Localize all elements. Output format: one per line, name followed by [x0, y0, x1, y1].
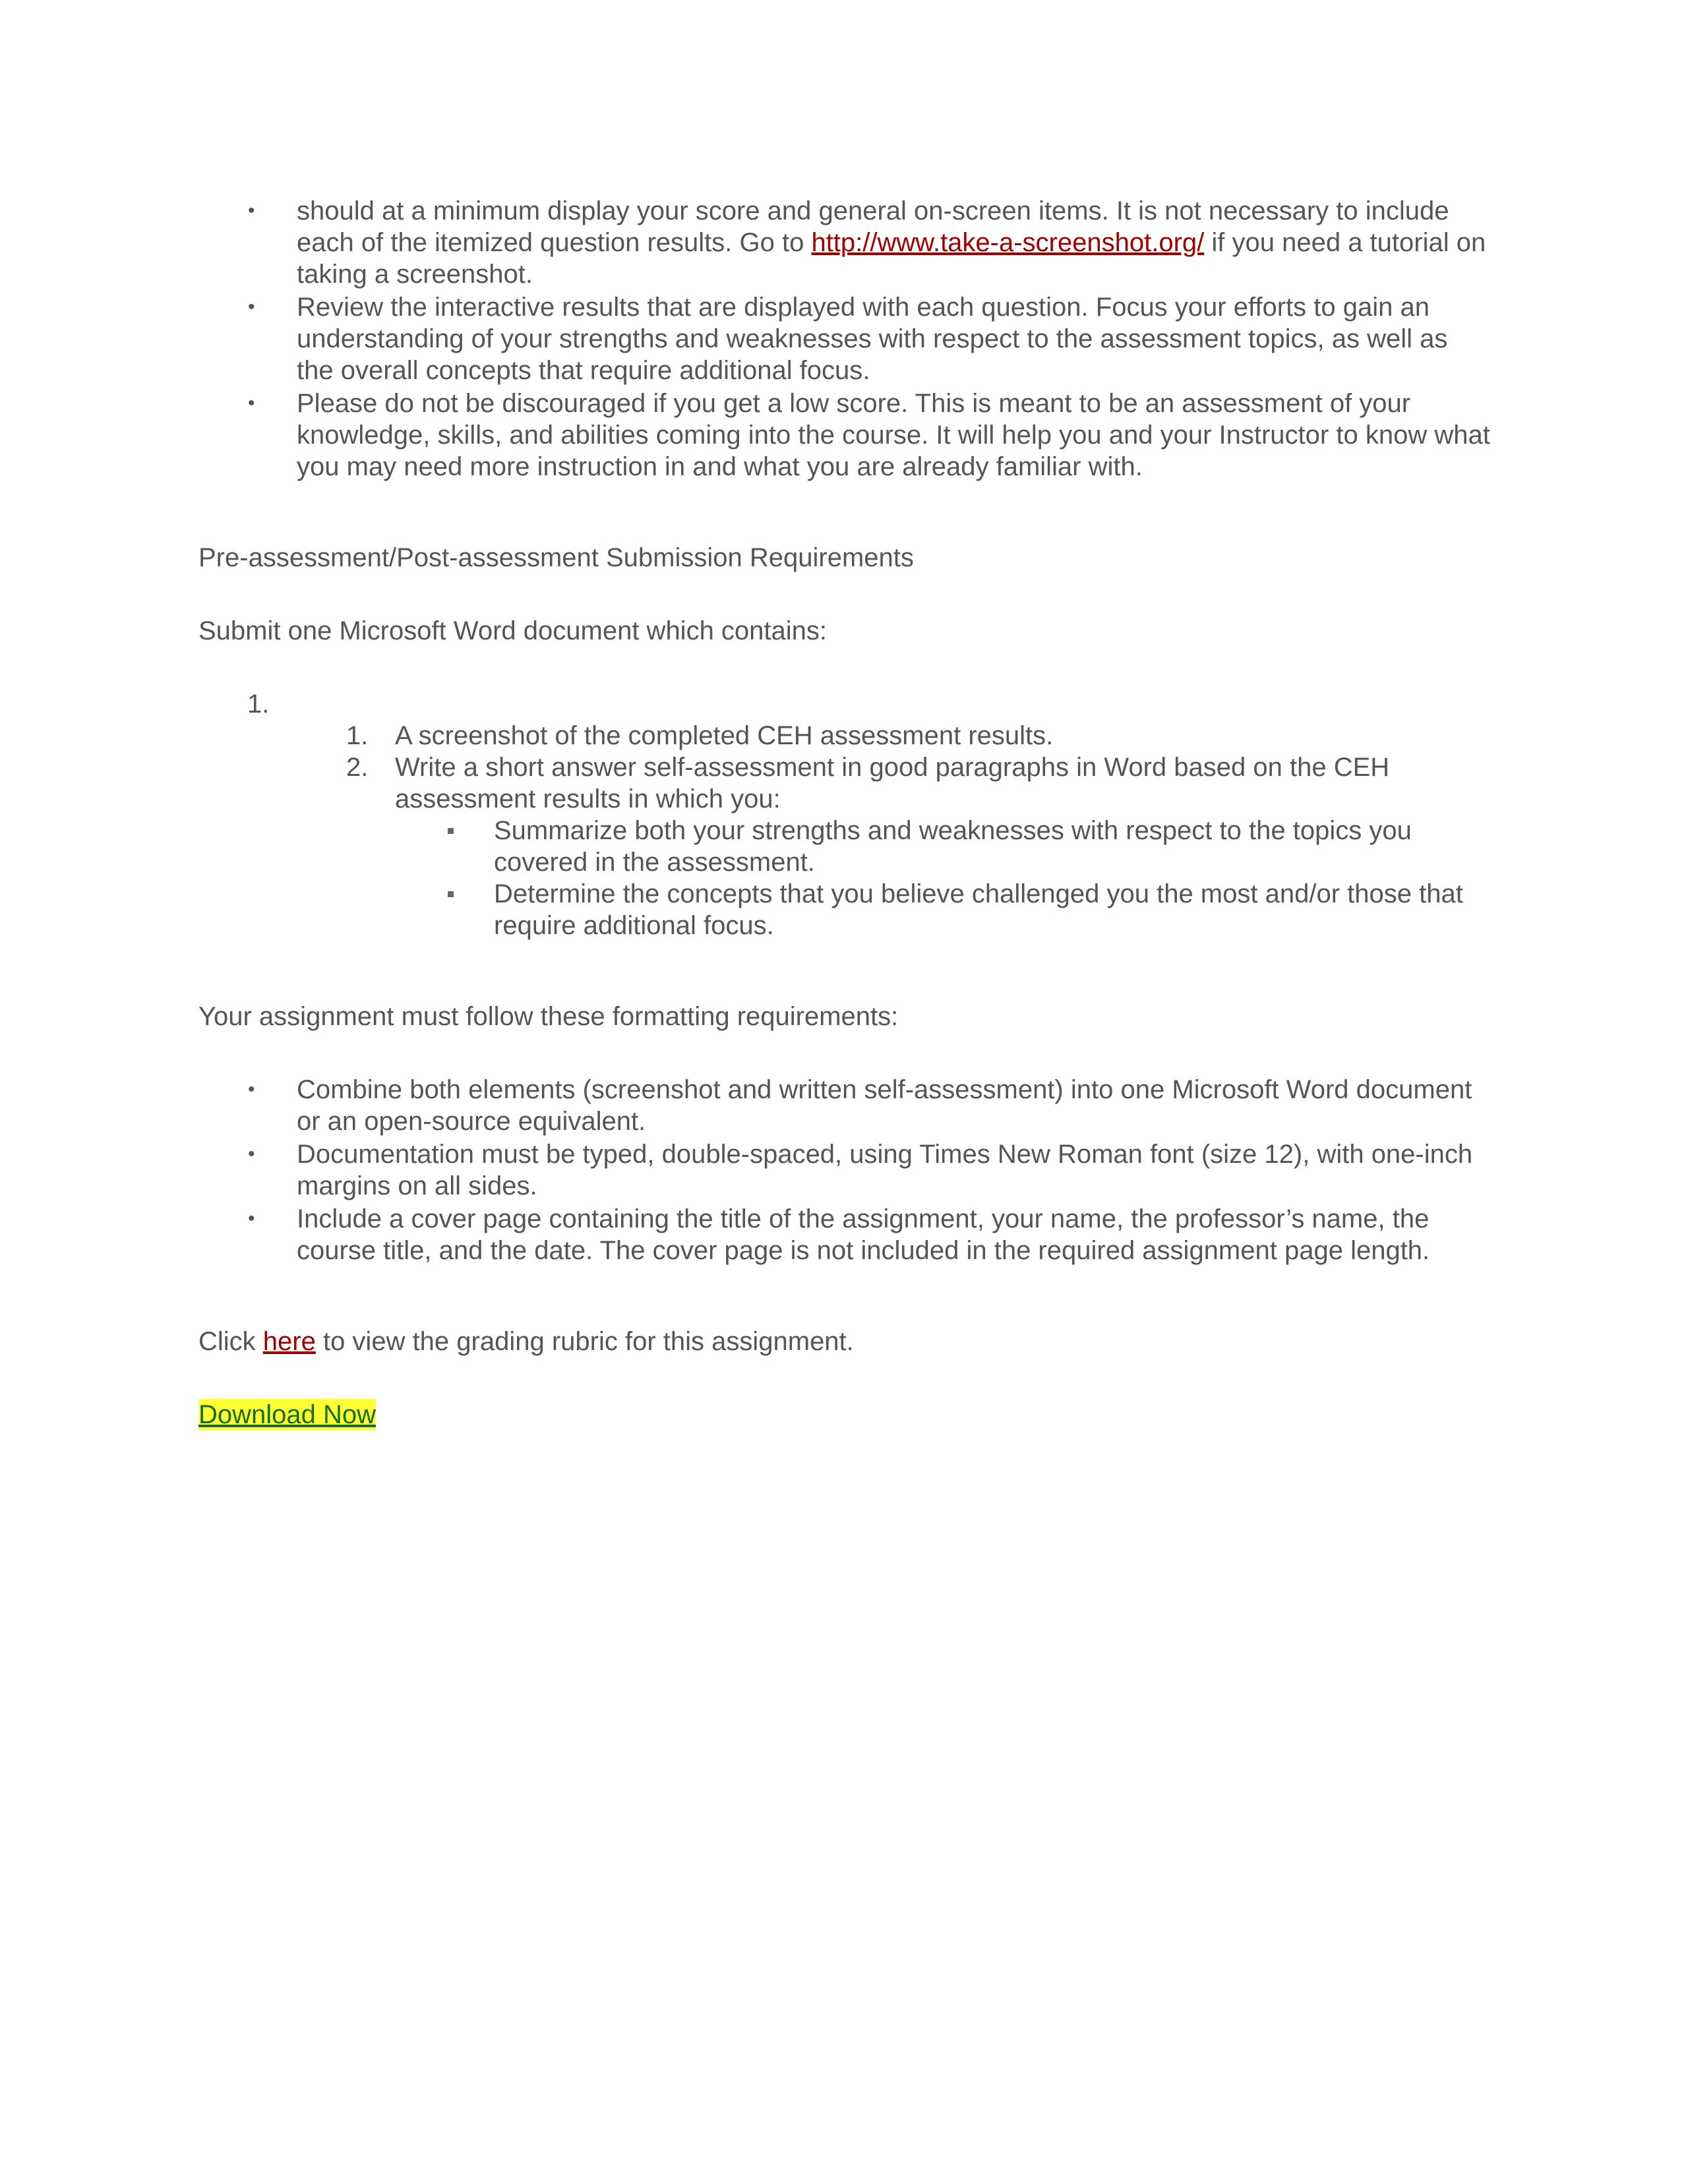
list-number: 1.: [346, 721, 369, 750]
list-item-text: Please do not be discouraged if you get a low score. This is meant to be an assessment of your knowledge, skills, and abilities coming into the course. It will help you and your Instructor to know what you may need more instruction in and what you are already familiar with.: [297, 389, 1490, 481]
download-paragraph: [198, 1399, 1491, 1431]
formatting-bullet-list: [198, 1074, 1491, 1266]
bullet-icon: •: [248, 1078, 255, 1100]
list-item: [198, 878, 1491, 941]
list-item-text: should at a minimum display your score and general on-screen items. It is not necessary to include each of the itemized question results. Go to: [297, 196, 1449, 257]
section-heading: Pre-assessment/Post-assessment Submission Requirements: [198, 543, 914, 572]
bullet-icon: •: [248, 200, 255, 221]
bullet-icon: •: [248, 1208, 255, 1229]
formatting-intro: Your assignment must follow these formatting requirements:: [198, 1002, 899, 1031]
list-item-text: Combine both elements (screenshot and written self-assessment) into one Microsoft Word document or an open-source equivalent.: [297, 1075, 1472, 1136]
rubric-suffix: to view the grading rubric for this assignment.: [315, 1327, 854, 1356]
list-number: 1.: [247, 690, 270, 719]
download-now-link[interactable]: Download Now: [198, 1400, 377, 1429]
list-item-text: Include a cover page containing the title of the assignment, your name, the professor’s name, the course title, and the date. The cover page is not included in the required assignment page length.: [297, 1204, 1430, 1265]
list-item-text: A screenshot of the completed CEH assessment results.: [395, 721, 1054, 750]
screenshot-tutorial-link[interactable]: http://www.take-a-screenshot.org/: [811, 228, 1205, 257]
list-item-text: Documentation must be typed, double-spaced, using Times New Roman font (size 12), with one-inch margins on all sides.: [297, 1140, 1473, 1200]
list-item-text: Review the interactive results that are displayed with each question. Focus your efforts to gain an understanding of your strengths and weaknesses with respect to the assessment topics, as well as the overall concepts that require additional focus.: [297, 293, 1448, 385]
submit-intro: Submit one Microsoft Word document which contains:: [198, 616, 828, 645]
list-item: [198, 815, 1491, 878]
bullet-icon: •: [248, 392, 255, 414]
list-item: [198, 1138, 1491, 1202]
list-item: [198, 752, 1491, 815]
rubric-paragraph: [198, 1326, 1491, 1357]
list-item: [198, 1203, 1491, 1266]
list-item: [198, 291, 1491, 386]
rubric-link[interactable]: here: [262, 1327, 316, 1356]
bullet-icon: •: [248, 1143, 255, 1165]
list-number: 2.: [346, 753, 369, 782]
bullet-icon: •: [248, 296, 255, 318]
sub-bullet-list: [198, 815, 1491, 941]
list-item: [198, 195, 1491, 290]
list-item-text: Write a short answer self-assessment in good paragraphs in Word based on the CEH assessment results in which you:: [395, 753, 1390, 813]
list-item: [198, 720, 1491, 752]
square-bullet-icon: [448, 891, 454, 897]
top-bullet-list: [198, 195, 1491, 483]
square-bullet-icon: [448, 828, 454, 834]
list-item: [198, 388, 1491, 483]
document-page: [198, 195, 1491, 1431]
list-item-text: Determine the concepts that you believe challenged you the most and/or those that require additional focus.: [494, 879, 1463, 940]
list-item-text: Summarize both your strengths and weaknesses with respect to the topics you covered in the assessment.: [494, 816, 1412, 877]
inner-numbered-list: [198, 720, 1491, 815]
rubric-prefix: Click: [198, 1327, 263, 1356]
list-item: [198, 1074, 1491, 1137]
outer-numbered-item: [198, 688, 1491, 720]
list-item-text: if you need a tutorial on taking a screenshot.: [297, 228, 1486, 289]
